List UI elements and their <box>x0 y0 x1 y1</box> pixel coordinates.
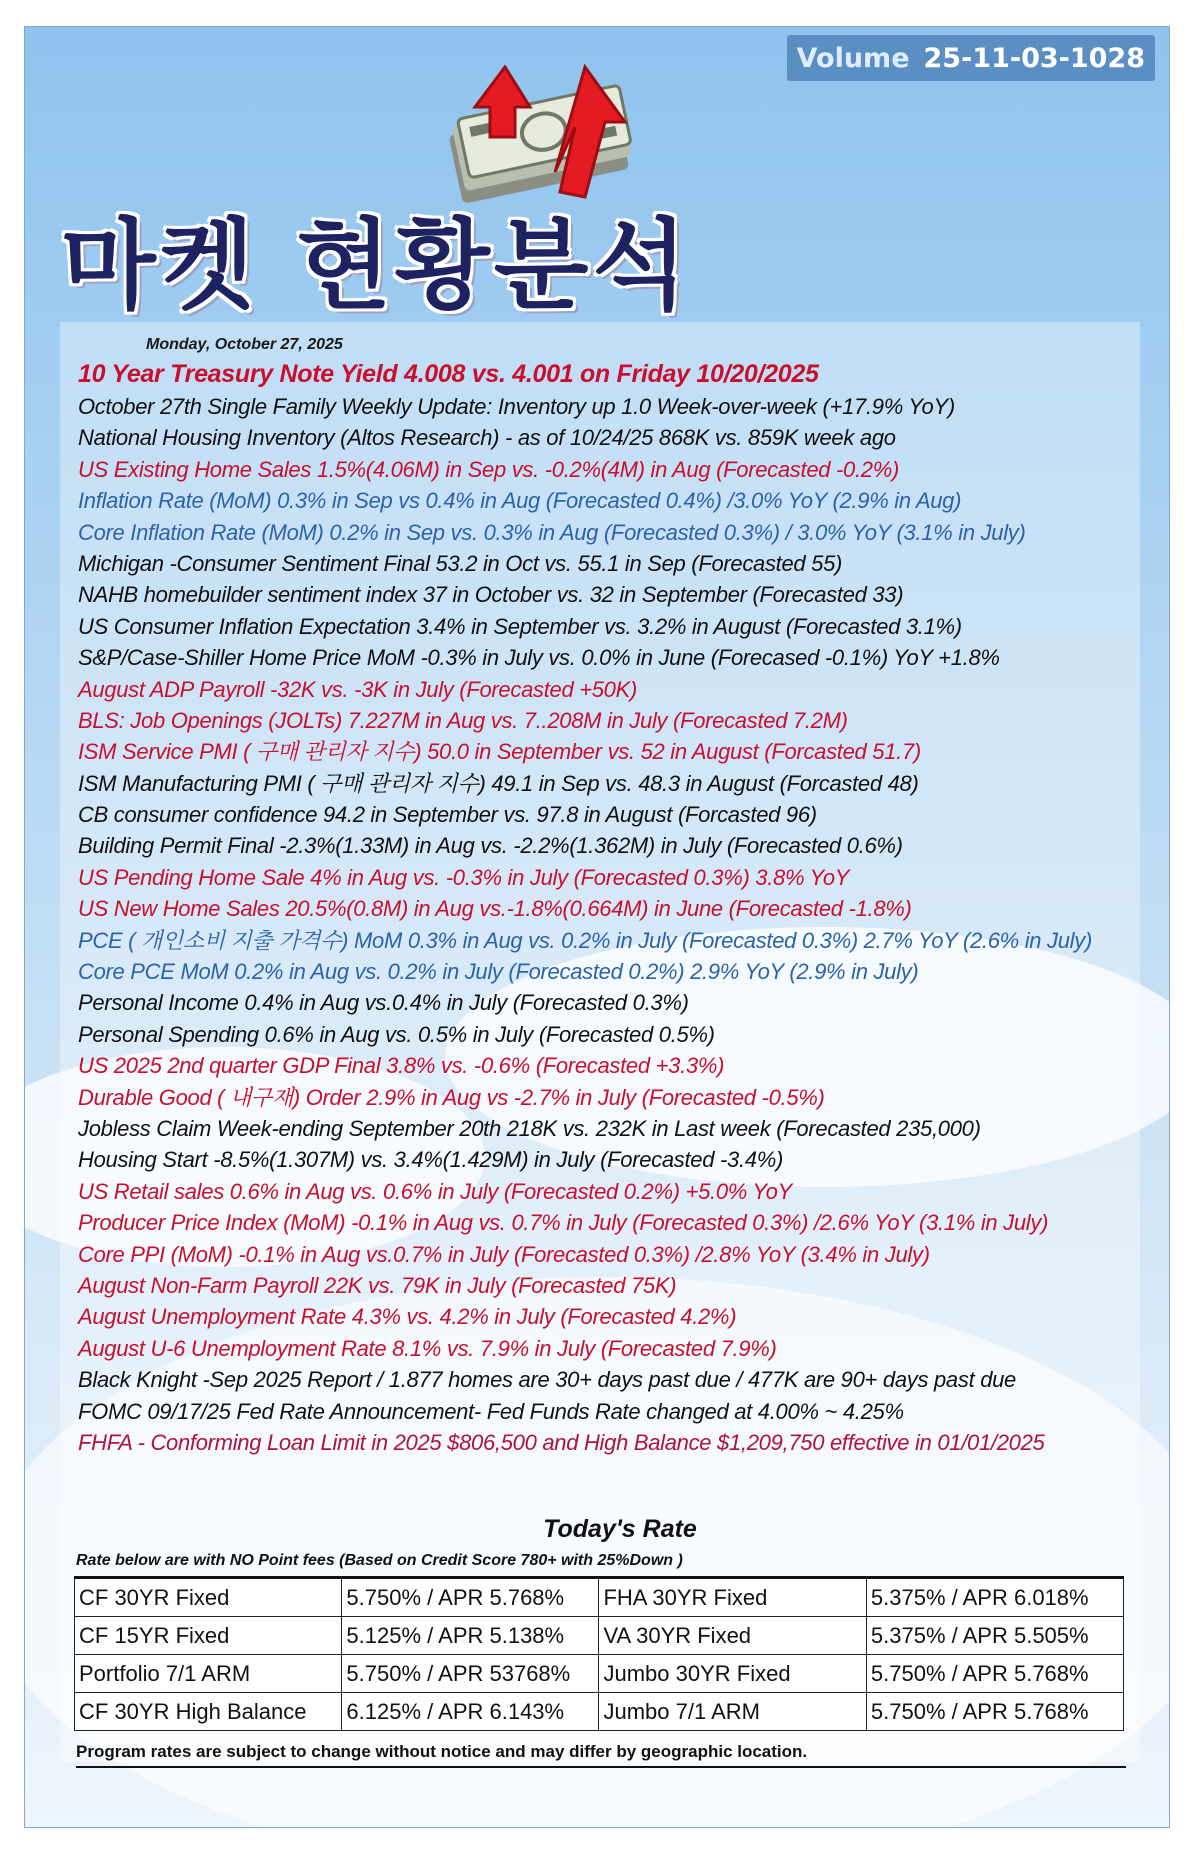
rate-value-cell: 5.375% / APR 6.018% <box>866 1578 1123 1617</box>
market-indicator-list <box>78 357 1168 1458</box>
rate-value-cell: 5.750% / APR 5.768% <box>866 1693 1123 1731</box>
rate-value-cell: 5.750% / APR 53768% <box>342 1655 599 1693</box>
rates-title: Today's Rate <box>543 1515 697 1543</box>
page-title: 마켓 현황분석 <box>61 209 692 323</box>
rates-table <box>74 1576 1124 1731</box>
indicator-line: US Consumer Inflation Expectation 3.4% in September vs. 3.2% in August (Forecasted 3.1%) <box>78 613 962 639</box>
rate-value-cell: 5.125% / APR 5.138% <box>342 1617 599 1655</box>
indicator-line: NAHB homebuilder sentiment index 37 in October vs. 32 in September (Forecasted 33) <box>78 582 904 608</box>
report-date: Monday, October 27, 2025 <box>146 336 343 353</box>
rate-value-cell: 5.750% / APR 5.768% <box>866 1655 1123 1693</box>
volume-number: 25-11-03-1028 <box>923 42 1145 74</box>
rate-value-cell: 5.750% / APR 5.768% <box>342 1578 599 1617</box>
indicator-line: BLS: Job Openings (JOLTs) 7.227M in Aug vs. 7..208M in July (Forecasted 7.2M) <box>78 707 848 733</box>
rate-program-cell: Jumbo 30YR Fixed <box>599 1655 866 1693</box>
indicator-line: Building Permit Final -2.3%(1.33M) in Aug vs. -2.2%(1.362M) in July (Forecasted 0.6%) <box>78 833 903 859</box>
rate-value-cell: 5.375% / APR 5.505% <box>866 1617 1123 1655</box>
indicator-line: October 27th Single Family Weekly Update: Inventory up 1.0 Week-over-week (+17.9% YoY) <box>78 394 955 419</box>
indicator-line: CB consumer confidence 94.2 in September vs. 97.8 in August (Forcasted 96) <box>78 802 817 828</box>
indicator-line: August U-6 Unemployment Rate 8.1% vs. 7.9% in July (Forecasted 7.9%) <box>78 1335 777 1361</box>
rate-program-cell: FHA 30YR Fixed <box>599 1578 866 1617</box>
table-row <box>75 1655 1124 1693</box>
indicator-line: National Housing Inventory (Altos Research) - as of 10/24/25 868K vs. 859K week ago <box>78 425 896 451</box>
indicator-line: Michigan -Consumer Sentiment Final 53.2 in Oct vs. 55.1 in Sep (Forecasted 55) <box>78 550 843 576</box>
indicator-line: S&P/Case-Shiller Home Price MoM -0.3% in July vs. 0.0% in June (Forecased -0.1%) YoY +1.8% <box>78 645 1000 671</box>
indicator-line: US New Home Sales 20.5%(0.8M) in Aug vs.-1.8%(0.664M) in June (Forecasted -1.8%) <box>78 896 912 922</box>
rate-value-cell: 6.125% / APR 6.143% <box>342 1693 599 1731</box>
rate-program-cell: CF 30YR High Balance <box>75 1693 342 1731</box>
table-row <box>75 1578 1124 1617</box>
rate-program-cell: Portfolio 7/1 ARM <box>75 1655 342 1693</box>
indicator-line: Inflation Rate (MoM) 0.3% in Sep vs 0.4% in Aug (Forecasted 0.4%) /3.0% YoY (2.9% in Aug) <box>78 488 962 514</box>
indicator-line: ISM Service PMI ( 구매 관리자 지수) 50.0 in September vs. 52 in August (Forcasted 51.7) <box>78 739 921 765</box>
rate-program-cell: CF 15YR Fixed <box>75 1617 342 1655</box>
indicator-line: FHFA - Conforming Loan Limit in 2025 $806,500 and High Balance $1,209,750 effective in 01/01/2025 <box>78 1429 1045 1455</box>
indicator-line: Producer Price Index (MoM) -0.1% in Aug vs. 0.7% in July (Forecasted 0.3%) /2.6% YoY (3.1% in July) <box>78 1210 1049 1236</box>
volume-badge <box>787 35 1155 81</box>
volume-label: Volume <box>796 42 910 74</box>
indicator-line: PCE ( 개인소비 지출 가격수) MoM 0.3% in Aug vs. 0.2% in July (Forecasted 0.3%) 2.7% YoY (2.6% in July) <box>78 927 1092 953</box>
indicator-line: Jobless Claim Week-ending September 20th 218K vs. 232K in Last week (Forecasted 235,000) <box>78 1115 981 1141</box>
indicator-line: FOMC 09/17/25 Fed Rate Announcement- Fed Funds Rate changed at 4.00% ~ 4.25% <box>78 1398 904 1424</box>
indicator-line: US Pending Home Sale 4% in Aug vs. -0.3% in July (Forecasted 0.3%) 3.8% YoY <box>78 864 850 890</box>
rate-program-cell: VA 30YR Fixed <box>599 1617 866 1655</box>
indicator-line: Core Inflation Rate (MoM) 0.2% in Sep vs. 0.3% in Aug (Forecasted 0.3%) / 3.0% YoY (3.1% in July) <box>78 519 1026 545</box>
indicator-line: US Retail sales 0.6% in Aug vs. 0.6% in July (Forecasted 0.2%) +5.0% YoY <box>78 1178 792 1204</box>
indicator-line: August Non-Farm Payroll 22K vs. 79K in July (Forecasted 75K) <box>78 1272 677 1298</box>
rate-program-cell: CF 30YR Fixed <box>75 1578 342 1617</box>
indicator-line: August Unemployment Rate 4.3% vs. 4.2% in July (Forecasted 4.2%) <box>78 1304 737 1330</box>
indicator-line: Durable Good ( 내구재) Order 2.9% in Aug vs -2.7% in July (Forecasted -0.5%) <box>78 1084 825 1110</box>
indicator-line: US Existing Home Sales 1.5%(4.06M) in Sep vs. -0.2%(4M) in Aug (Forecasted -0.2%) <box>78 456 899 482</box>
indicator-line: Housing Start -8.5%(1.307M) vs. 3.4%(1.429M) in July (Forecasted -3.4%) <box>78 1147 783 1173</box>
indicator-line: ISM Manufacturing PMI ( 구매 관리자 지수) 49.1 in Sep vs. 48.3 in August (Forcasted 48) <box>78 770 919 796</box>
table-row <box>75 1617 1124 1655</box>
table-row <box>75 1693 1124 1731</box>
indicator-line: Core PCE MoM 0.2% in Aug vs. 0.2% in July (Forecasted 0.2%) 2.9% YoY (2.9% in July) <box>78 959 919 985</box>
indicator-line: 10 Year Treasury Note Yield 4.008 vs. 4.001 on Friday 10/20/2025 <box>78 360 819 388</box>
indicator-line: Personal Spending 0.6% in Aug vs. 0.5% in July (Forecasted 0.5%) <box>78 1021 715 1047</box>
indicator-line: Personal Income 0.4% in Aug vs.0.4% in July (Forecasted 0.3%) <box>78 990 689 1016</box>
rates-disclaimer: Program rates are subject to change without notice and may differ by geographic location. <box>76 1742 1126 1768</box>
rates-note: Rate below are with NO Point fees (Based on Credit Score 780+ with 25%Down ) <box>76 1552 683 1569</box>
indicator-line: US 2025 2nd quarter GDP Final 3.8% vs. -0.6% (Forecasted +3.3%) <box>78 1053 725 1079</box>
rate-program-cell: Jumbo 7/1 ARM <box>599 1693 866 1731</box>
indicator-line: Core PPI (MoM) -0.1% in Aug vs.0.7% in July (Forecasted 0.3%) /2.8% YoY (3.4% in July) <box>78 1241 930 1267</box>
indicator-line: Black Knight -Sep 2025 Report / 1.877 homes are 30+ days past due / 477K are 90+ days past due <box>78 1367 1016 1393</box>
indicator-line: August ADP Payroll -32K vs. -3K in July (Forecasted +50K) <box>78 676 638 702</box>
